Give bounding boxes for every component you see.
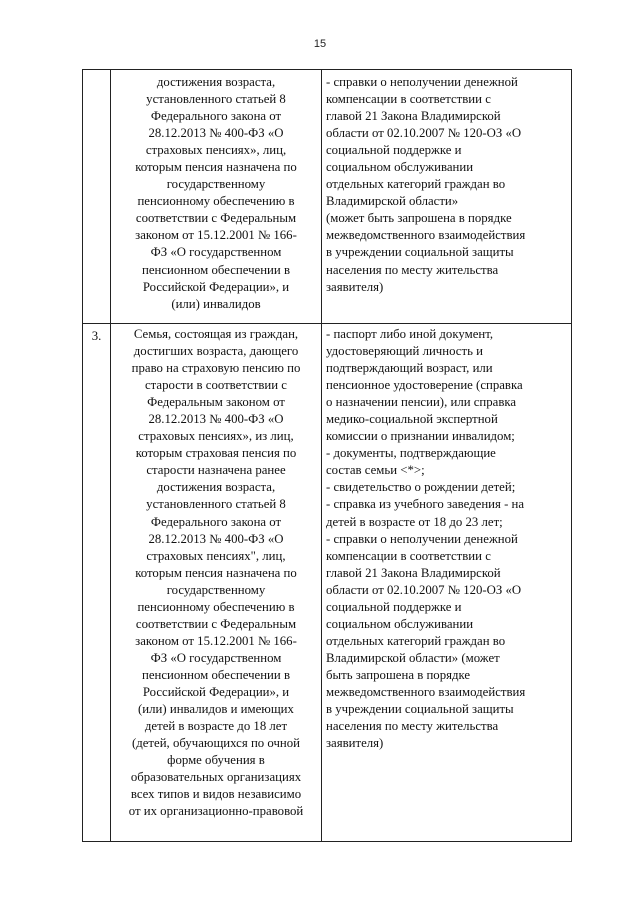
- text-line: всех типов и видов независимо: [130, 787, 302, 802]
- text-line: в учреждении социальной защиты: [326, 245, 514, 260]
- text-line: о назначении пенсии), или справка: [326, 395, 517, 410]
- text-line: Федерального закона от: [150, 514, 282, 529]
- text-line: соответствии с Федеральным: [135, 211, 297, 226]
- text-line: образовательных организациях: [130, 770, 302, 785]
- documents-text: [322, 70, 571, 296]
- documents-cell: [322, 70, 572, 324]
- text-line: - справки о неполучении денежной: [326, 531, 518, 546]
- text-line: Владимирской области» (может: [326, 650, 500, 665]
- text-line: государственному: [166, 177, 266, 192]
- text-line: Российской Федерации», и: [142, 684, 290, 699]
- text-line: форме обучения в: [167, 753, 265, 768]
- text-line: которым пенсия назначена по: [135, 565, 297, 580]
- text-line: соответствии с Федеральным: [135, 616, 297, 631]
- text-line: социальной поддержке и: [326, 143, 462, 158]
- text-line: ФЗ «О государственном: [150, 245, 282, 260]
- text-line: населения по месту жительства: [326, 719, 499, 734]
- text-line: Семья, состоящая из граждан,: [133, 327, 299, 341]
- text-line: право на страховую пенсию по: [131, 361, 301, 376]
- text-line: пенсионное удостоверение (справка: [326, 378, 523, 393]
- text-line: удостоверяющий личность и: [326, 344, 483, 359]
- text-line: - паспорт либо иной документ,: [326, 327, 494, 341]
- text-line: - справки о неполучении денежной: [326, 75, 518, 89]
- table-row: [83, 70, 572, 324]
- text-line: области от 02.10.2007 № 120-ОЗ «О: [326, 582, 522, 597]
- text-line: детей в возрасте до 18 лет: [144, 719, 288, 734]
- text-line: страховых пенсиях", лиц,: [146, 548, 286, 563]
- text-line: старости назначена ранее: [146, 463, 286, 478]
- text-line: комиссии о признании инвалидом;: [326, 429, 515, 444]
- text-line: Российской Федерации», и: [142, 279, 290, 294]
- text-line: в учреждении социальной защиты: [326, 702, 514, 717]
- text-line: - документы, подтверждающие: [326, 446, 496, 461]
- text-line: страховых пенсиях», лиц,: [145, 143, 287, 158]
- text-line: (или) инвалидов и имеющих: [138, 702, 294, 717]
- text-line: Федеральным законом от: [147, 395, 285, 410]
- documents-cell: [322, 324, 572, 842]
- text-line: компенсации в соответствии с: [326, 92, 491, 107]
- text-line: главой 21 Закона Владимирской: [326, 565, 501, 580]
- text-line: населения по месту жительства: [326, 262, 499, 277]
- category-text: [111, 324, 321, 820]
- text-line: заявителя): [326, 736, 384, 751]
- text-line: Владимирской области»: [326, 194, 459, 209]
- text-line: старости в соответствии с: [145, 378, 287, 393]
- category-text: [111, 70, 321, 313]
- row-number-cell: [83, 70, 111, 324]
- row-number-cell: 3.: [83, 324, 111, 842]
- text-line: достигших возраста, дающего: [133, 344, 299, 359]
- text-line: 28.12.2013 № 400-ФЗ «О: [148, 126, 284, 141]
- text-line: медико-социальной экспертной: [326, 412, 498, 427]
- text-line: подтверждающий возраст, или: [326, 361, 493, 376]
- text-line: межведомственного взаимодействия: [326, 228, 526, 243]
- text-line: пенсионному обеспечению в: [137, 194, 295, 209]
- text-line: законом от 15.12.2001 № 166-: [135, 228, 297, 243]
- text-line: области от 02.10.2007 № 120-ОЗ «О: [326, 126, 522, 141]
- text-line: пенсионном обеспечении в: [142, 262, 290, 277]
- text-line: достижения возраста,: [156, 480, 276, 495]
- text-line: - справка из учебного заведения - на: [326, 497, 525, 512]
- text-line: быть запрошена в порядке: [326, 667, 471, 682]
- text-line: межведомственного взаимодействия: [326, 684, 526, 699]
- text-line: отдельных категорий граждан во: [326, 633, 506, 648]
- document-table: [82, 69, 572, 842]
- text-line: законом от 15.12.2001 № 166-: [135, 633, 297, 648]
- text-line: 28.12.2013 № 400-ФЗ «О: [148, 412, 284, 427]
- text-line: государственному: [166, 582, 266, 597]
- text-line: которым страховая пенсия по: [135, 446, 297, 461]
- text-line: (или) инвалидов: [171, 296, 261, 311]
- text-line: ФЗ «О государственном: [150, 650, 282, 665]
- text-line: установленного статьей 8: [146, 497, 286, 512]
- text-line: заявителя): [326, 279, 384, 294]
- text-line: пенсионном обеспечении в: [142, 667, 290, 682]
- text-line: главой 21 Закона Владимирской: [326, 109, 501, 124]
- category-cell: [111, 324, 322, 842]
- text-line: социальном обслуживании: [326, 160, 474, 175]
- text-line: отдельных категорий граждан во: [326, 177, 506, 192]
- text-line: социальной поддержке и: [326, 599, 462, 614]
- text-line: - свидетельство о рождении детей;: [326, 480, 516, 495]
- page-number: 15: [313, 38, 327, 50]
- text-line: пенсионному обеспечению в: [137, 599, 295, 614]
- text-line: страховых пенсиях», из лиц,: [138, 429, 294, 444]
- text-line: (детей, обучающихся по очной: [131, 736, 300, 751]
- documents-text: [322, 324, 571, 752]
- text-line: состав семьи <*>;: [326, 463, 425, 478]
- text-line: от их организационно-правовой: [128, 804, 304, 819]
- text-line: которым пенсия назначена по: [135, 160, 297, 175]
- text-line: компенсации в соответствии с: [326, 548, 491, 563]
- category-cell: [111, 70, 322, 324]
- table-row: [83, 324, 572, 842]
- text-line: детей в возрасте от 18 до 23 лет;: [326, 514, 503, 529]
- text-line: установленного статьей 8: [146, 92, 286, 107]
- text-line: 28.12.2013 № 400-ФЗ «О: [148, 531, 284, 546]
- text-line: социальном обслуживании: [326, 616, 474, 631]
- text-line: Федерального закона от: [150, 109, 282, 124]
- text-line: (может быть запрошена в порядке: [326, 211, 512, 226]
- text-line: достижения возраста,: [156, 75, 276, 89]
